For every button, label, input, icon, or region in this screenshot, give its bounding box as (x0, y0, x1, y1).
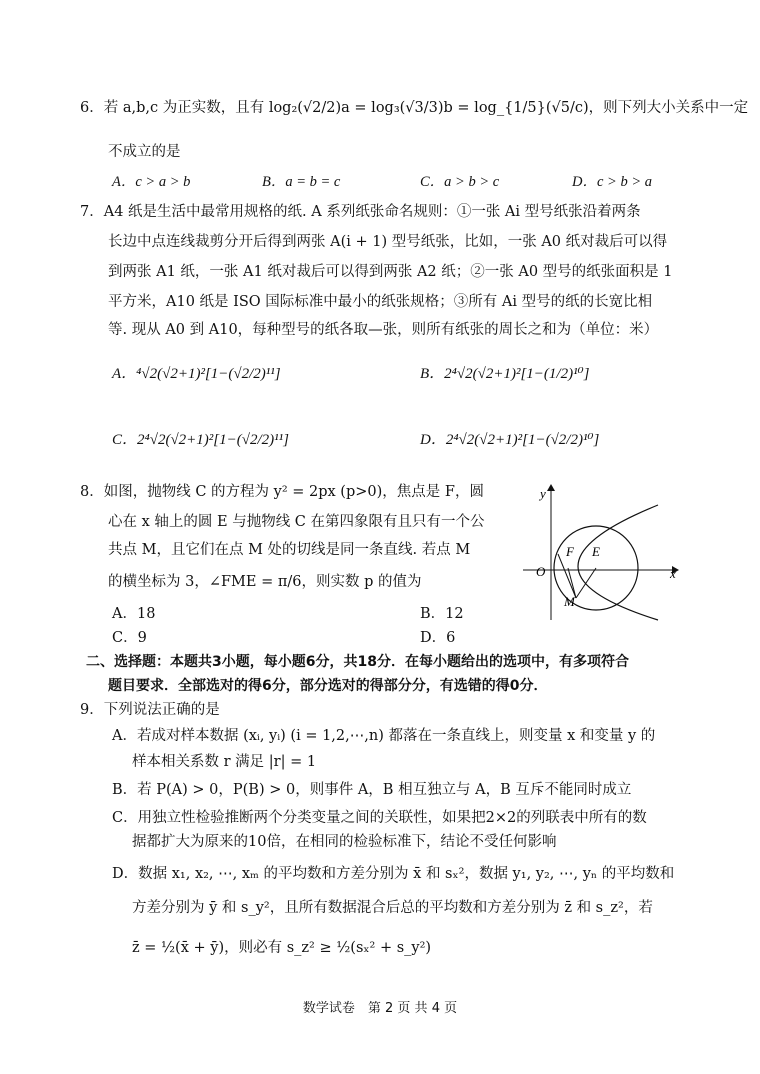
q9-option-c: C．用独立性检验推断两个分类变量之间的关联性，如果把2×2的列联表中所有的数 (112, 810, 647, 826)
q7-option-a: A．⁴√2(√2+1)²[1−(√2/2)¹¹] (112, 366, 281, 382)
q7-line-5: 等. 现从 A0 到 A10，每种型号的纸各取—张，则所有纸张的周长之和为（单位：米） (108, 322, 659, 338)
q9-option-c-cont: 据都扩大为原来的10倍，在相同的检验标准下，结论不受任何影响 (132, 834, 557, 850)
label-y: y (540, 486, 546, 501)
q8-line-1: 8．如图，抛物线 C 的方程为 y² = 2px (p>0)，焦点是 F，圆 (80, 484, 484, 500)
label-x: x (670, 566, 676, 581)
q8-parabola-figure (518, 480, 688, 630)
label-e: E (592, 544, 600, 559)
label-m: M (564, 594, 575, 609)
q8-option-c: C．9 (112, 630, 147, 646)
q8-option-a: A．18 (112, 606, 156, 622)
q8-line-4: 的横坐标为 3，∠FME = π/6，则实数 p 的值为 (108, 574, 422, 590)
q6-stem: 6．若 a,b,c 为正实数，且有 log₂(√2/2)a = log₃(√3/3)b = log_{1/5}(√5/c)，则下列大小关系中一定 (80, 100, 749, 116)
q6-option-c: C．a > b > c (420, 174, 500, 190)
q7-line-3: 到两张 A1 纸，一张 A1 纸对裁后可以得到两张 A2 纸；②一张 A0 型号的纸张面积是 1 (108, 264, 673, 280)
q7-option-b: B．2⁴√2(√2+1)²[1−(1/2)¹⁰] (420, 366, 590, 382)
q8-option-b: B．12 (420, 606, 464, 622)
q8-line-2: 心在 x 轴上的圆 E 与抛物线 C 在第四象限有且只有一个公 (108, 514, 485, 530)
q9-option-a: A．若成对样本数据 (xᵢ, yᵢ) (i = 1,2,⋯,n) 都落在一条直线上，则变量 x 和变量 y 的 (112, 728, 656, 744)
q9-option-d-cont: 方差分别为 ȳ 和 s_y²，且所有数据混合后总的平均数和方差分别为 z̄ 和 s_z²，若 (132, 900, 653, 916)
q8-line-3: 共点 M，且它们在点 M 处的切线是同一条直线. 若点 M (108, 542, 471, 558)
q8-option-d: D．6 (420, 630, 456, 646)
label-o: O (536, 564, 546, 579)
q9-option-d-cont-2: z̄ = ½(x̄ + ȳ)，则必有 s_z² ≥ ½(sₓ² + s_y²) (132, 940, 432, 956)
q9-option-a-cont: 样本相关系数 r 满足 |r| = 1 (132, 754, 317, 770)
q9-option-d: D．数据 x₁, x₂, ⋯, xₘ 的平均数和方差分别为 x̄ 和 sₓ²，数据 y₁, y₂, ⋯, yₙ 的平均数和 (112, 866, 675, 882)
q6-option-d: D．c > b > a (572, 174, 652, 190)
q9-option-b: B．若 P(A) > 0，P(B) > 0，则事件 A，B 相互独立与 A，B 互斥不能同时成立 (112, 782, 632, 798)
page-footer: 数学试卷 第 2 页 共 4 页 (302, 1001, 458, 1016)
section-2-heading-cont: 题目要求．全部选对的得6分，部分选对的得部分分，有选错的得0分． (108, 678, 548, 694)
section-2-heading: 二、选择题：本题共3小题，每小题6分，共18分．在每小题给出的选项中，有多项符合 (86, 654, 629, 670)
parabola-c (578, 505, 658, 620)
q7-line-4: 平方米，A10 纸是 ISO 国际标准中最小的纸张规格；③所有 Ai 型号的纸的长宽比相 (108, 294, 653, 310)
q7-line-1: 7．A4 纸是生活中最常用规格的纸. A 系列纸张命名规则：①一张 Ai 型号纸张沿着两条 (80, 204, 641, 220)
q7-option-d: D．2⁴√2(√2+1)²[1−(√2/2)¹⁰] (420, 432, 600, 448)
q6-option-a: A．c > a > b (112, 174, 191, 190)
q6-option-b: B．a = b = c (262, 174, 341, 190)
q9-stem: 9．下列说法正确的是 (80, 702, 220, 718)
q7-option-c: C．2⁴√2(√2+1)²[1−(√2/2)¹¹] (112, 432, 289, 448)
q6-stem-cont: 不成立的是 (108, 144, 181, 160)
q7-line-2: 长边中点连线裁剪分开后得到两张 A(i + 1) 型号纸张，比如，一张 A0 纸对裁后可以得 (108, 234, 668, 250)
label-f: F (566, 544, 574, 559)
